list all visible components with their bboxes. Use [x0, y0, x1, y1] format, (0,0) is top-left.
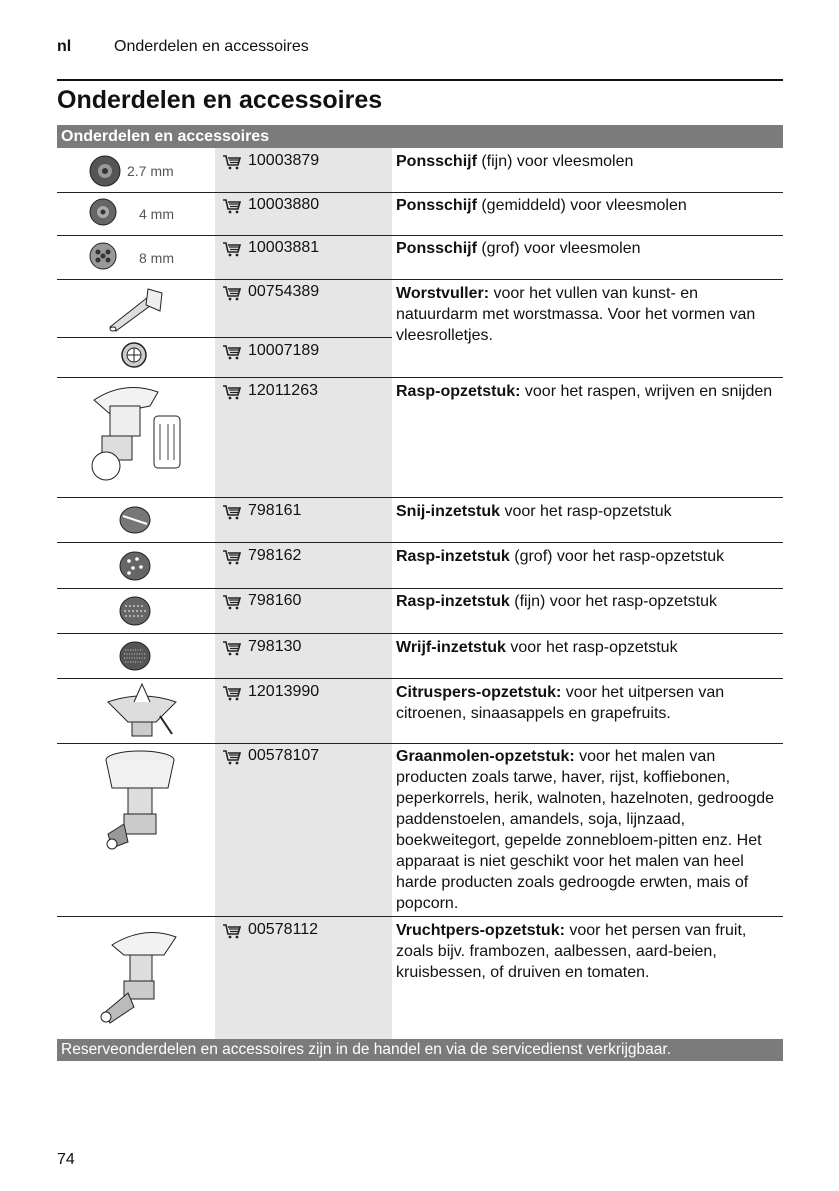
row-divider	[57, 916, 783, 917]
part-number: 10003880	[248, 196, 320, 213]
sausage-filler-icon	[104, 283, 168, 333]
row-divider	[57, 743, 783, 744]
part-text: voor het malen van producten zoals tarwe, haver, rijst, koffiebonen, peperkorrels, herik, walnoten, hazelnoten, gedroogde paddenstoelen, amandels, soja, lijnzaad, boekweitegort, gepelde zonnebloem-pitten enz. Het apparaat is niet geschikt voor het malen van heel harde producten zoals gedroogde erwten, mais of popcorn.	[396, 748, 775, 912]
order-cart-icon	[222, 198, 242, 214]
part-name: Rasp-opzetstuk:	[396, 383, 521, 400]
footer-note-band: Reserveonderdelen en accessoires zijn in de handel en via de servicedienst verkrijgbaar.	[57, 1039, 783, 1061]
order-cart-icon	[222, 923, 242, 939]
order-cart-icon	[222, 640, 242, 656]
part-name: Ponsschijf	[396, 153, 477, 170]
order-cart-icon	[222, 504, 242, 520]
part-number: 12011263	[248, 382, 318, 399]
part-description	[396, 501, 776, 522]
part-text: voor het vullen van kunst- en natuurdarm met worstmassa. Voor het vormen van vleesrolletjes.	[396, 285, 756, 344]
page-title: Onderdelen en accessoires	[57, 86, 383, 114]
row-divider	[57, 678, 783, 679]
order-cart-icon	[222, 154, 242, 170]
part-description	[396, 591, 776, 612]
disc-size-label: 4 mm	[139, 206, 174, 222]
part-name: Citruspers-opzetstuk:	[396, 684, 562, 701]
part-number: 00754389	[248, 283, 320, 300]
page-number: 74	[57, 1151, 75, 1168]
part-text: (fijn) voor vleesmolen	[476, 153, 634, 170]
part-name: Worstvuller:	[396, 285, 490, 302]
part-text: (gemiddeld) voor vleesmolen	[476, 197, 687, 214]
table-title-band: Onderdelen en accessoires	[57, 125, 783, 148]
header-rule	[57, 79, 783, 81]
part-text: voor het rasp-opzetstuk	[500, 503, 672, 520]
part-description	[396, 195, 776, 216]
part-name: Vruchtpers-opzetstuk:	[396, 922, 565, 939]
order-cart-icon	[222, 685, 242, 701]
perforated-disc-coarse-icon	[88, 240, 118, 272]
part-number: 798130	[248, 638, 302, 655]
part-description	[396, 238, 776, 259]
part-number: 10003881	[248, 239, 320, 256]
part-description	[396, 920, 776, 983]
row-divider	[57, 279, 783, 280]
row-divider	[57, 542, 783, 543]
header-section: Onderdelen en accessoires	[114, 38, 309, 55]
part-text: (grof) voor het rasp-opzetstuk	[509, 548, 725, 565]
grater-attachment-icon	[84, 380, 194, 492]
part-number: 10007189	[248, 342, 320, 359]
row-divider	[57, 192, 783, 193]
running-header	[57, 38, 309, 56]
part-text: voor het persen van fruit, zoals bijv. frambozen, aalbessen, aard-beien, kruisbessen, of druiven en tomaten.	[396, 922, 747, 981]
part-name: Rasp-inzetstuk	[396, 548, 510, 565]
language-code: nl	[57, 38, 72, 55]
part-number: 00578107	[248, 747, 320, 764]
part-number: 10003879	[248, 152, 320, 169]
part-text: voor het rasp-opzetstuk	[505, 639, 678, 656]
part-number: 798162	[248, 547, 302, 564]
slicing-drum-icon	[115, 502, 155, 538]
grain-mill-icon	[100, 748, 180, 860]
grating-drum-fine-icon	[115, 592, 155, 630]
part-description	[396, 283, 776, 346]
perforated-disc-medium-icon	[88, 196, 118, 228]
row-divider	[57, 235, 783, 236]
order-cart-icon	[222, 384, 242, 400]
part-name: Wrijf-inzetstuk	[396, 639, 506, 656]
part-description	[396, 746, 776, 914]
order-cart-icon	[222, 285, 242, 301]
part-description	[396, 682, 776, 724]
row-divider	[57, 377, 783, 378]
order-cart-icon	[222, 241, 242, 257]
part-description	[396, 151, 776, 172]
part-name: Ponsschijf	[396, 240, 477, 257]
fruit-press-icon	[94, 921, 184, 1025]
part-description	[396, 381, 776, 402]
disc-size-label: 2.7 mm	[127, 163, 174, 179]
citrus-press-icon	[104, 682, 180, 740]
part-name: Ponsschijf	[396, 197, 477, 214]
order-cart-icon	[222, 549, 242, 565]
grating-drum-coarse-icon	[115, 547, 155, 585]
part-number: 00578112	[248, 921, 318, 938]
part-number: 12013990	[248, 683, 320, 700]
part-description	[396, 546, 776, 567]
part-text: (fijn) voor het rasp-opzetstuk	[509, 593, 717, 610]
rubbing-drum-icon	[115, 637, 155, 675]
part-name: Graanmolen-opzetstuk:	[396, 748, 575, 765]
part-name: Rasp-inzetstuk	[396, 593, 510, 610]
row-divider	[57, 337, 392, 338]
perforated-disc-fine-icon	[88, 154, 122, 188]
part-description	[396, 637, 776, 658]
order-cart-icon	[222, 594, 242, 610]
row-divider	[57, 588, 783, 589]
part-text: voor het uitpersen van citroenen, sinaasappels en grapefruits.	[396, 684, 725, 722]
part-number: 798160	[248, 592, 302, 609]
row-divider	[57, 633, 783, 634]
order-cart-icon	[222, 749, 242, 765]
row-divider	[57, 497, 783, 498]
part-text: (grof) voor vleesmolen	[476, 240, 641, 257]
part-text: voor het raspen, wrijven en snijden	[520, 383, 773, 400]
part-number: 798161	[248, 502, 302, 519]
shaping-ring-icon	[119, 340, 149, 370]
part-name: Snij-inzetstuk	[396, 503, 501, 520]
order-cart-icon	[222, 344, 242, 360]
disc-size-label: 8 mm	[139, 250, 174, 266]
